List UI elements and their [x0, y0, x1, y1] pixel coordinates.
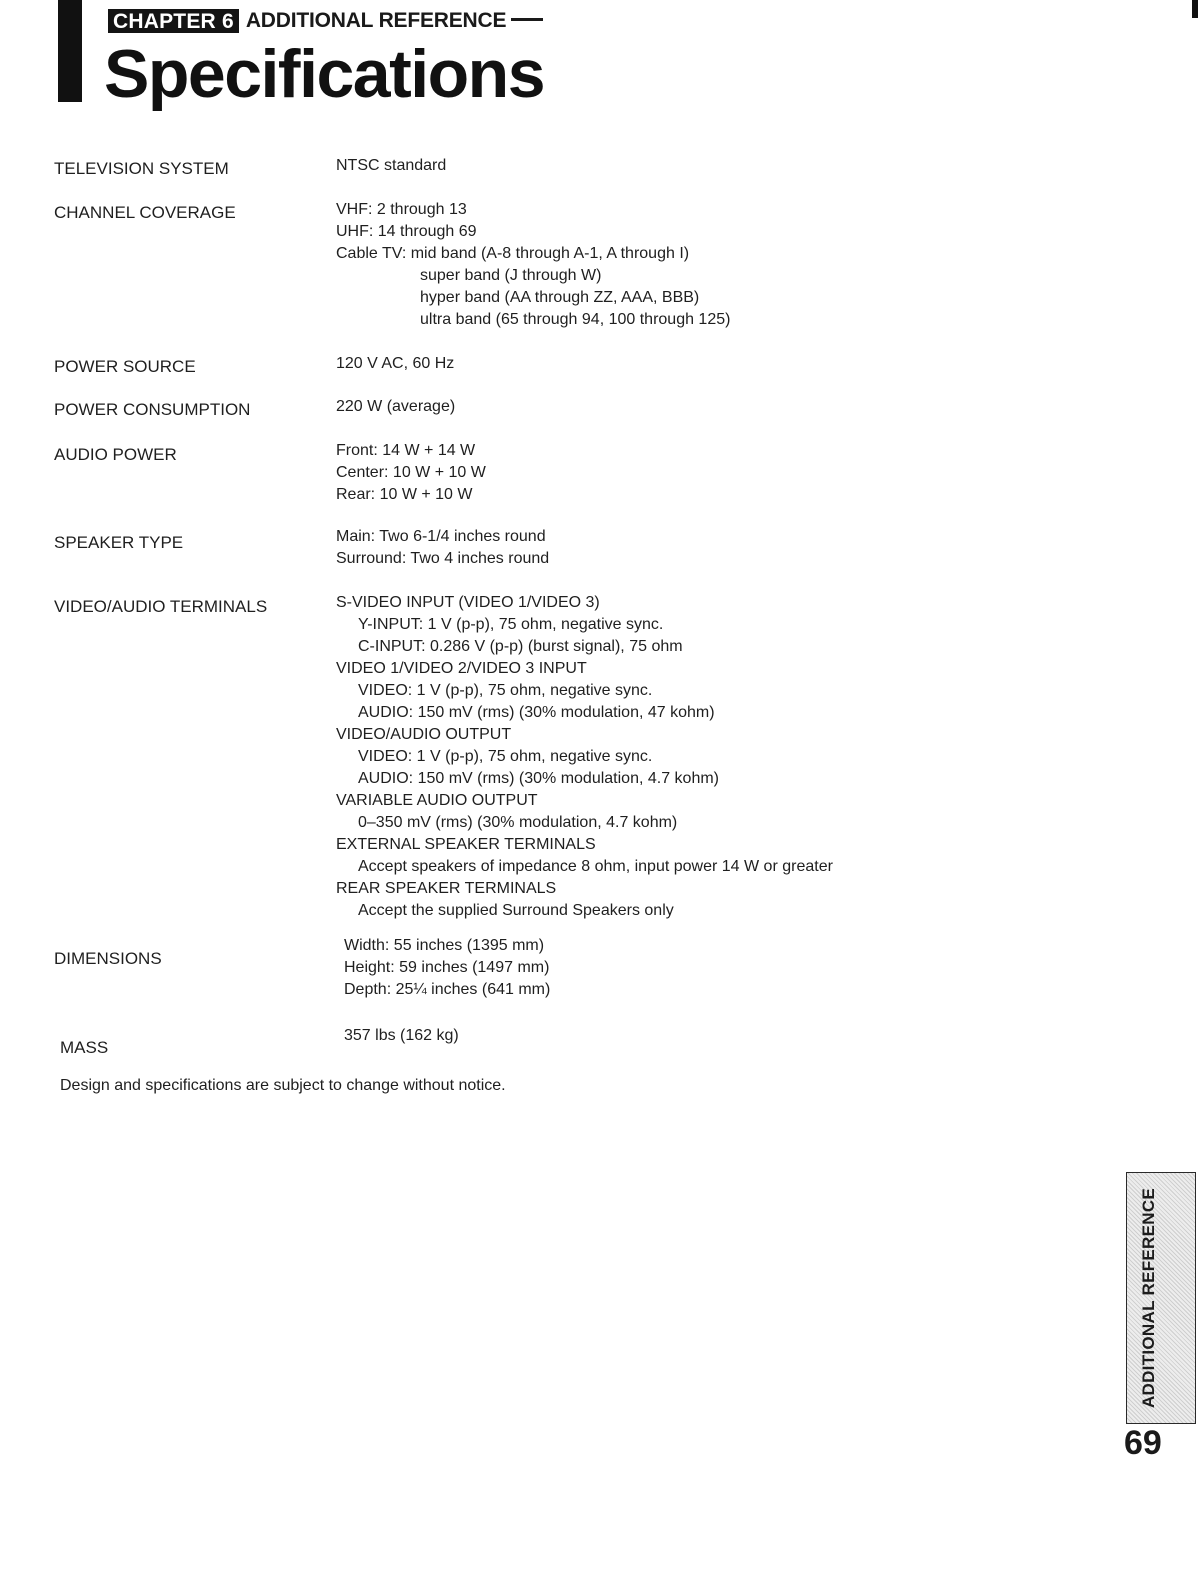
spec-value-video-audio-terminals: [336, 592, 833, 922]
spec-label-television-system: TELEVISION SYSTEM: [54, 159, 229, 178]
spec-line: 357 lbs (162 kg): [344, 1027, 459, 1044]
spec-line: EXTERNAL SPEAKER TERMINALS: [336, 836, 596, 853]
spec-line: VIDEO 1/VIDEO 2/VIDEO 3 INPUT: [336, 660, 587, 677]
spec-line: Width: 55 inches (1395 mm): [344, 937, 545, 954]
spec-value-speaker-type: [336, 526, 549, 570]
spec-label-power-consumption: POWER CONSUMPTION: [54, 400, 251, 419]
spec-line: VIDEO/AUDIO OUTPUT: [336, 726, 512, 743]
spec-value-television-system: [336, 155, 446, 177]
spec-value-channel-coverage: [336, 199, 730, 331]
spec-line: 120 V AC, 60 Hz: [336, 355, 455, 372]
spec-line: Y-INPUT: 1 V (p-p), 75 ohm, negative sync.: [358, 616, 664, 633]
page-title: Specifications: [104, 36, 545, 112]
chapter-title: ADDITIONAL REFERENCE: [246, 9, 543, 33]
chapter-marker-bar: [58, 0, 82, 102]
spec-line: Depth: 25¼ inches (641 mm): [344, 981, 551, 998]
spec-value-power-source: [336, 353, 454, 375]
spec-value-audio-power: [336, 440, 486, 506]
spec-line: Front: 14 W + 14 W: [336, 442, 476, 459]
spec-line: VIDEO: 1 V (p-p), 75 ohm, negative sync.: [358, 682, 653, 699]
spec-line: super band (J through W): [420, 267, 602, 284]
spec-line: 0–350 mV (rms) (30% modulation, 4.7 kohm): [358, 814, 678, 831]
chapter-header: [108, 9, 543, 33]
spec-line: Rear: 10 W + 10 W: [336, 486, 473, 503]
spec-line: 220 W (average): [336, 398, 456, 415]
spec-line: Main: Two 6-1/4 inches round: [336, 528, 546, 545]
spec-value-power-consumption: [336, 396, 455, 418]
spec-line: NTSC standard: [336, 157, 447, 174]
spec-line: S-VIDEO INPUT (VIDEO 1/VIDEO 3): [336, 594, 600, 611]
spec-value-mass: [344, 1025, 459, 1047]
spec-label-power-source: POWER SOURCE: [54, 357, 196, 376]
spec-line: Cable TV: mid band (A-8 through A-1, A through I): [336, 245, 690, 262]
spec-line: Accept speakers of impedance 8 ohm, input power 14 W or greater: [358, 858, 833, 875]
spec-label-video-audio-terminals: VIDEO/AUDIO TERMINALS: [54, 597, 268, 616]
page-number: 69: [1124, 1424, 1162, 1462]
spec-line: AUDIO: 150 mV (rms) (30% modulation, 47 kohm): [358, 704, 715, 721]
chapter-badge: CHAPTER 6: [108, 9, 239, 33]
side-tab: [1126, 1172, 1196, 1424]
spec-line: Height: 59 inches (1497 mm): [344, 959, 550, 976]
spec-value-dimensions: [344, 935, 550, 1001]
spec-line: hyper band (AA through ZZ, AAA, BBB): [420, 289, 700, 306]
spec-line: ultra band (65 through 94, 100 through 125): [420, 311, 731, 328]
spec-label-channel-coverage: CHANNEL COVERAGE: [54, 203, 236, 222]
spec-line: VARIABLE AUDIO OUTPUT: [336, 792, 538, 809]
spec-label-speaker-type: SPEAKER TYPE: [54, 533, 184, 552]
spec-label-audio-power: AUDIO POWER: [54, 445, 177, 464]
spec-label-mass: MASS: [60, 1038, 109, 1057]
spec-line: VHF: 2 through 13: [336, 201, 467, 218]
spec-line: VIDEO: 1 V (p-p), 75 ohm, negative sync.: [358, 748, 653, 765]
footnote: Design and specifications are subject to change without notice.: [60, 1077, 506, 1094]
spec-line: Surround: Two 4 inches round: [336, 550, 550, 567]
spec-line: REAR SPEAKER TERMINALS: [336, 880, 557, 897]
spec-label-dimensions: DIMENSIONS: [54, 949, 162, 968]
corner-mark: [1192, 0, 1198, 18]
spec-line: Accept the supplied Surround Speakers only: [358, 902, 674, 919]
spec-line: Center: 10 W + 10 W: [336, 464, 486, 481]
spec-line: C-INPUT: 0.286 V (p-p) (burst signal), 75 ohm: [358, 638, 683, 655]
side-tab-label: ADDITIONAL REFERENCE: [1139, 1187, 1158, 1409]
spec-line: UHF: 14 through 69: [336, 223, 477, 240]
spec-line: AUDIO: 150 mV (rms) (30% modulation, 4.7 kohm): [358, 770, 720, 787]
